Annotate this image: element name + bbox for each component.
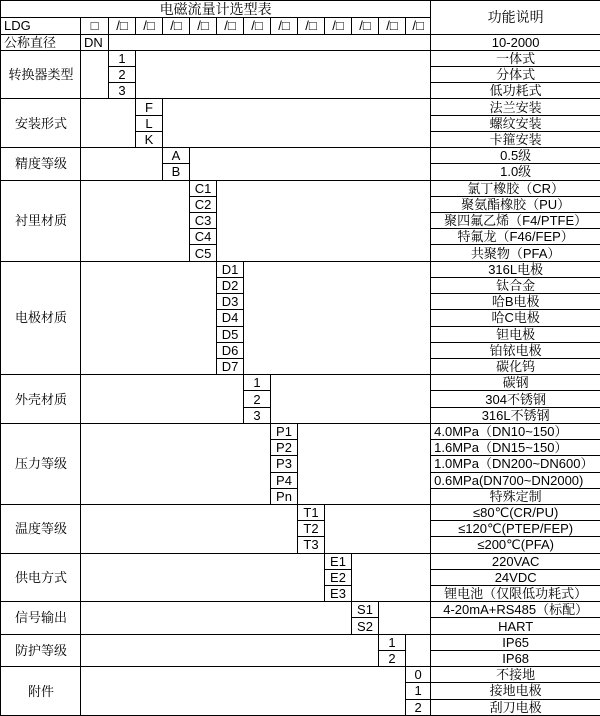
desc-cell: 10-2000 <box>431 34 600 50</box>
desc-cell: 4-20mA+RS485（标配） <box>431 602 600 618</box>
category-label-protection-rating: 防护等级 <box>1 634 81 666</box>
empty-cell <box>81 99 136 148</box>
empty-cell <box>81 180 190 261</box>
table-row <box>1 375 600 391</box>
category-label-electrode-material: 电极材质 <box>1 261 81 375</box>
table-row <box>1 504 600 520</box>
desc-cell: 24VDC <box>431 569 600 585</box>
desc-cell: IP68 <box>431 650 600 666</box>
empty-cell <box>406 634 431 666</box>
table-row <box>1 602 600 618</box>
empty-cell <box>136 50 431 99</box>
desc-cell: 刮刀电极 <box>431 699 600 715</box>
empty-cell <box>81 504 298 553</box>
desc-cell: 分体式 <box>431 67 600 83</box>
code-cell: S1 <box>352 602 379 618</box>
table-row <box>1 667 600 683</box>
desc-cell: 锂电池（仅限低功耗式） <box>431 586 600 602</box>
empty-cell <box>325 504 431 553</box>
title-row <box>1 1 600 18</box>
code-cell: D5 <box>217 326 244 342</box>
model-prefix: LDG <box>1 18 81 34</box>
model-slot-box: /□ <box>352 18 379 34</box>
code-cell: T3 <box>298 537 325 553</box>
model-slot-box: /□ <box>109 18 136 34</box>
code-cell: D2 <box>217 277 244 293</box>
code-cell: S2 <box>352 618 379 634</box>
model-slot-box: /□ <box>298 18 325 34</box>
code-cell: T1 <box>298 504 325 520</box>
desc-cell: 钛合金 <box>431 277 600 293</box>
code-cell: K <box>136 131 163 147</box>
code-cell: F <box>136 99 163 115</box>
desc-cell: 0.6MPa(DN700~DN2000) <box>431 472 600 488</box>
model-slot-box: /□ <box>406 18 431 34</box>
empty-cell <box>81 148 163 180</box>
code-cell: 2 <box>244 391 271 407</box>
desc-cell: 1.6MPa（DN15~150） <box>431 440 600 456</box>
code-cell: B <box>163 164 190 180</box>
model-slot-box: /□ <box>136 18 163 34</box>
table-row <box>1 634 600 650</box>
code-cell: C1 <box>190 180 217 196</box>
category-label-liner-material: 衬里材质 <box>1 180 81 261</box>
desc-cell: 卡箍安装 <box>431 131 600 147</box>
desc-cell: 316L电极 <box>431 261 600 277</box>
code-cell: 1 <box>406 683 431 699</box>
code-cell: E3 <box>325 586 352 602</box>
model-slot-box: /□ <box>379 18 406 34</box>
desc-cell: 低功耗式 <box>431 83 600 99</box>
code-cell: 3 <box>244 407 271 423</box>
desc-cell: IP65 <box>431 634 600 650</box>
code-cell: A <box>163 148 190 164</box>
code-cell: P2 <box>271 440 298 456</box>
category-label-installation: 安装形式 <box>1 99 81 148</box>
model-dn-box: □ <box>81 18 109 34</box>
category-label-converter-type: 转换器类型 <box>1 50 81 99</box>
page-title: 电磁流量计选型表 <box>1 1 431 18</box>
code-cell: 1 <box>109 50 136 66</box>
code-cell: 2 <box>379 650 406 666</box>
table-row <box>1 99 600 115</box>
model-slot-box: /□ <box>163 18 190 34</box>
code-cell: C5 <box>190 245 217 261</box>
empty-cell <box>352 553 431 602</box>
code-cell: C3 <box>190 213 217 229</box>
code-cell: D7 <box>217 358 244 374</box>
code-cell: DN <box>81 34 109 50</box>
empty-cell <box>81 634 379 666</box>
code-cell: L <box>136 115 163 131</box>
category-label-diameter: 公称直径 <box>1 34 81 50</box>
category-label-signal-output: 信号输出 <box>1 602 81 634</box>
empty-cell <box>379 602 431 634</box>
category-label-housing-material: 外壳材质 <box>1 375 81 424</box>
desc-cell: 不接地 <box>431 667 600 683</box>
code-cell: 0 <box>406 667 431 683</box>
code-cell: C4 <box>190 229 217 245</box>
desc-cell: 碳化钨 <box>431 358 600 374</box>
table-row <box>1 50 600 66</box>
desc-cell: 共聚物（PFA） <box>431 245 600 261</box>
category-label-power-supply: 供电方式 <box>1 553 81 602</box>
model-slot-box: /□ <box>217 18 244 34</box>
category-label-accuracy: 精度等级 <box>1 148 81 180</box>
empty-cell <box>298 423 431 504</box>
desc-cell: 碳钢 <box>431 375 600 391</box>
empty-cell <box>271 375 431 424</box>
category-label-pressure-rating: 压力等级 <box>1 423 81 504</box>
desc-cell: 4.0MPa（DN10~150） <box>431 423 600 439</box>
code-cell: D6 <box>217 342 244 358</box>
model-slot-box: /□ <box>325 18 352 34</box>
desc-cell: 特殊定制 <box>431 488 600 504</box>
desc-cell: 接地电极 <box>431 683 600 699</box>
desc-cell: 1.0级 <box>431 164 600 180</box>
desc-cell: 法兰安装 <box>431 99 600 115</box>
table-row <box>1 148 600 164</box>
desc-cell: 220VAC <box>431 553 600 569</box>
code-cell: T2 <box>298 521 325 537</box>
desc-cell: ≤120℃(PTEP/FEP) <box>431 521 600 537</box>
code-cell: 2 <box>109 67 136 83</box>
code-cell: 3 <box>109 83 136 99</box>
desc-cell: 哈C电极 <box>431 310 600 326</box>
code-cell: P1 <box>271 423 298 439</box>
code-cell: 1 <box>379 634 406 650</box>
function-column-header: 功能说明 <box>431 1 600 35</box>
code-cell: 2 <box>406 699 431 715</box>
category-label-accessories: 附件 <box>1 667 81 716</box>
desc-cell: 哈B电极 <box>431 294 600 310</box>
desc-cell: ≤80℃(CR/PU) <box>431 504 600 520</box>
code-cell: E1 <box>325 553 352 569</box>
empty-cell <box>81 423 271 504</box>
table-row <box>1 180 600 196</box>
code-cell: D4 <box>217 310 244 326</box>
empty-cell <box>109 34 431 50</box>
empty-cell <box>81 50 109 99</box>
desc-cell: 0.5级 <box>431 148 600 164</box>
code-cell: E2 <box>325 569 352 585</box>
empty-cell <box>244 261 431 375</box>
empty-cell <box>81 261 217 375</box>
desc-cell: 1.0MPa（DN200~DN600） <box>431 456 600 472</box>
empty-cell <box>81 375 244 424</box>
table-row <box>1 34 600 50</box>
table-row <box>1 261 600 277</box>
code-cell: P4 <box>271 472 298 488</box>
model-slot-box: /□ <box>271 18 298 34</box>
code-cell: 1 <box>244 375 271 391</box>
desc-cell: 特氟龙（F46/FEP） <box>431 229 600 245</box>
category-label-temperature-rating: 温度等级 <box>1 504 81 553</box>
table-row <box>1 423 600 439</box>
desc-cell: 钽电极 <box>431 326 600 342</box>
desc-cell: ≤200℃(PFA) <box>431 537 600 553</box>
empty-cell <box>81 553 325 602</box>
desc-cell: 聚氨酯橡胶（PU） <box>431 196 600 212</box>
desc-cell: HART <box>431 618 600 634</box>
desc-cell: 304不锈钢 <box>431 391 600 407</box>
desc-cell: 氯丁橡胶（CR） <box>431 180 600 196</box>
table-row <box>1 553 600 569</box>
code-cell: D1 <box>217 261 244 277</box>
model-slot-box: /□ <box>190 18 217 34</box>
empty-cell <box>217 180 431 261</box>
empty-cell <box>163 99 431 148</box>
desc-cell: 螺纹安装 <box>431 115 600 131</box>
empty-cell <box>81 602 352 634</box>
desc-cell: 聚四氟乙烯（F4/PTFE） <box>431 213 600 229</box>
code-cell: C2 <box>190 196 217 212</box>
model-slot-box: /□ <box>244 18 271 34</box>
code-cell: Pn <box>271 488 298 504</box>
desc-cell: 316L不锈钢 <box>431 407 600 423</box>
desc-cell: 铂铱电极 <box>431 342 600 358</box>
empty-cell <box>190 148 431 180</box>
empty-cell <box>81 667 406 716</box>
desc-cell: 一体式 <box>431 50 600 66</box>
code-cell: P3 <box>271 456 298 472</box>
code-cell: D3 <box>217 294 244 310</box>
